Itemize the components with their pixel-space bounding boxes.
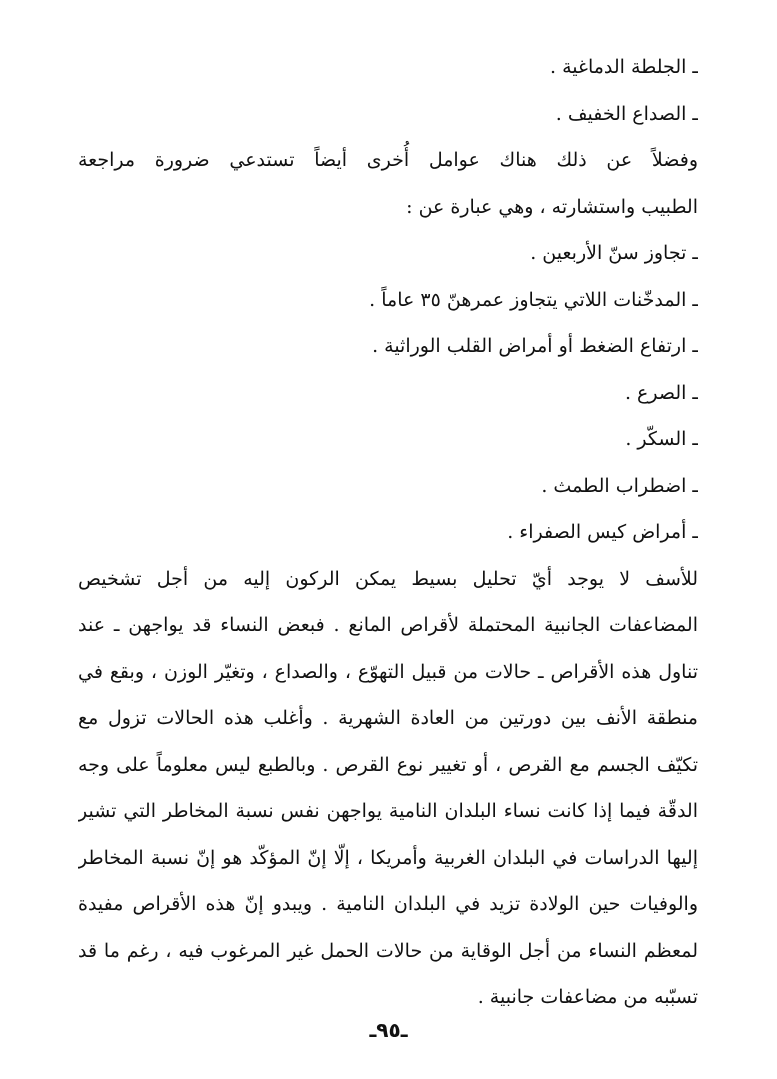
page-body (78, 44, 698, 1021)
bullet-menstrual-disorder: ـ اضطراب الطمث . (541, 474, 698, 497)
bullet-diabetes: ـ السكّر . (625, 428, 698, 450)
paragraph-line: المضاعفات الجانبية المحتملة لأقراص المانع . فبعض النساء قد يواجهن ـ عند (78, 614, 698, 636)
paragraph-line: تكيّف الجسم مع القرص ، أو تغيير نوع القرص . وبالطبع ليس معلوماً على وجه (78, 753, 698, 776)
page-number: ـ٩٥ـ (369, 1018, 408, 1042)
bullet-brain-clot: ـ الجلطة الدماغية . (550, 56, 698, 78)
paragraph-line: للأسف لا يوجد أيّ تحليل بسيط يمكن الركون إليه من أجل تشخيص (78, 567, 698, 590)
paragraph-line: الدقّة فيما إذا كانت نساء البلدان النامية يواجهن نفس نسبة المخاطر التي تشير (78, 800, 698, 822)
paragraph-line: تناول هذه الأقراص ـ حالات من قبيل التهوّع ، والصداع ، وتغيّر الوزن ، وبقع في (78, 660, 698, 683)
paragraph-line: إليها الدراسات في البلدان الغربية وأمريكا ، إلّا إنّ المؤكّد هو إنّ نسبة المخاطر (78, 846, 698, 869)
bullet-smokers-over-35: ـ المدخّنات اللاتي يتجاوز عمرهنّ ٣٥ عاماً . (369, 288, 698, 311)
bullet-mild-headache: ـ الصداع الخفيف . (555, 102, 698, 125)
paragraph-line: وفضلاً عن ذلك هناك عوامل أُخرى أيضاً تستدعي ضرورة مراجعة (78, 149, 698, 171)
bullet-over-forty: ـ تجاوز سنّ الأربعين . (530, 242, 698, 264)
paragraph-line: الطبيب واستشارته ، وهي عبارة عن : (406, 195, 698, 218)
paragraph-line: تسبّبه من مضاعفات جانبية . (477, 986, 698, 1008)
bullet-epilepsy: ـ الصرع . (624, 381, 698, 404)
bullet-blood-pressure-heart: ـ ارتفاع الضغط أو أمراض القلب الوراثية . (372, 335, 698, 357)
paragraph-line: منطقة الأنف بين دورتين من العادة الشهرية . وأغلب هذه الحالات تزول مع (78, 707, 698, 729)
paragraph-line: لمعظم النساء من أجل الوقاية من حالات الحمل غير المرغوب فيه ، رغم ما قد (78, 939, 698, 962)
bullet-gallbladder: ـ أمراض كيس الصفراء . (507, 521, 698, 543)
paragraph-line: والوفيات حين الولادة تزيد في البلدان النامية . ويبدو إنّ هذه الأقراص مفيدة (78, 893, 698, 915)
